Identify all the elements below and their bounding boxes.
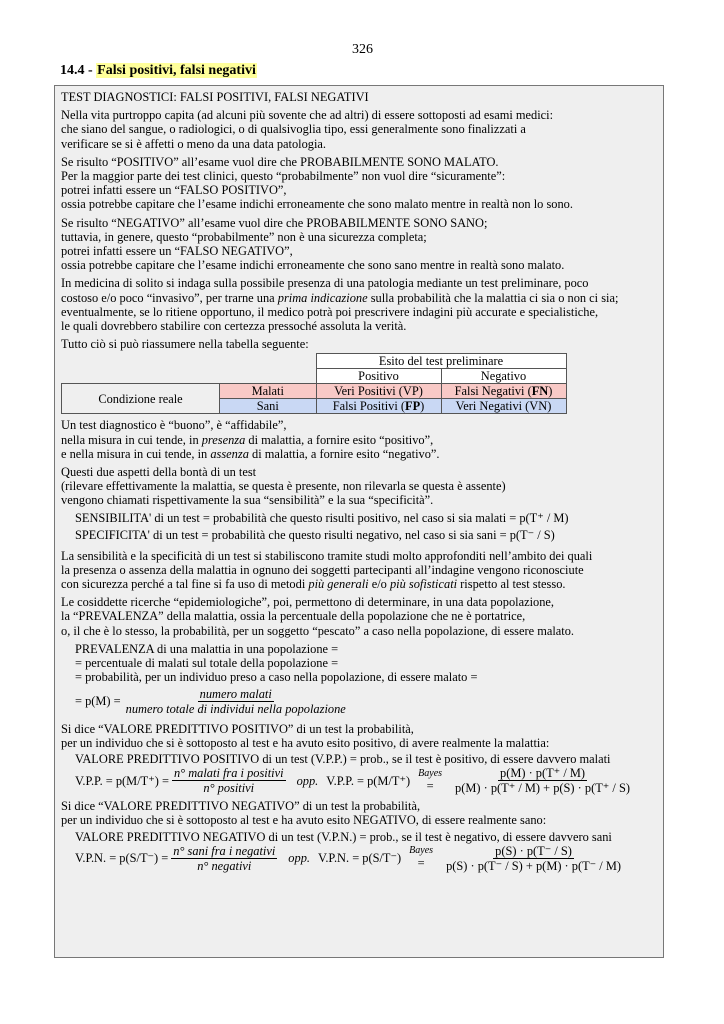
page-number: 326: [352, 42, 373, 57]
table-header-esito: Esito del test preliminare: [316, 354, 566, 369]
table-header-positivo: Positivo: [316, 369, 441, 384]
vpp-formula: V.P.P. = p(M/T⁺) = $\frac{\text{n° malati fra i positivi}}{\text{n° positivi}}$ opp. V.P.P. = p(M/T⁺) Bayes = $\frac{p(M) \cdot p(T^+ / M)}{p(M) \cdot p(T^+ / M) + p(S) \cdot p(T^+ / S)}$: [75, 766, 630, 796]
section-number: 14.4 -: [60, 63, 93, 78]
tabella-intro: Tutto ciò si può riassumere nella tabella seguente:: [61, 337, 309, 352]
content-box: [54, 85, 664, 958]
vpn-intro: Si dice “VALORE PREDITTIVO NEGATIVO” di un test la probabilità, per un individuo che si è sottoposto al test e ha avuto esito NEGATIVO, di essere realmente sano:: [61, 799, 547, 828]
table-malati: Malati: [220, 384, 317, 399]
vpp-definition: VALORE PREDITTIVO POSITIVO di un test (V.P.P.) = prob., se il test è positivo, di essere davvero malati: [75, 751, 611, 766]
table-fn: Falsi Negativi (FN): [441, 384, 566, 399]
table-vp: Veri Positivi (VP): [316, 384, 441, 399]
aspetti-paragraph: Questi due aspetti della bontà di un test (rilevare effettivamente la malattia, se questa è presente, non rilevarla se questa è assente) vengono chiamati rispettivamente la sua “sensibilità” e la sua “specificità”.: [61, 465, 506, 508]
prevalenza-fraction: $\frac{\text{numero malati}}{\text{numero totale di individui nella popolazione}}$: [125, 686, 346, 716]
section-title: [60, 63, 257, 79]
table-fp: Falsi Positivi (FP): [316, 399, 441, 414]
results-table: [61, 353, 567, 414]
prevalenza-block: PREVALENZA di una malattia in una popolazione = = percentuale di malati sul totale della popolazione = = probabilità, per un individuo preso a caso nella popolazione, di essere malato =: [75, 641, 478, 685]
vpp-bayes-fraction: $\frac{p(M) \cdot p(T^+ / M)}{p(M) \cdot p(T^+ / M) + p(S) \cdot p(T^+ / S)}$: [455, 766, 630, 796]
vpn-bayes-fraction: $\frac{p(S) \cdot p(T^- / S)}{p(S) \cdot p(T^- / S) + p(M) \cdot p(T^- / M)}$: [446, 843, 621, 873]
prevalenza-formula: = p(M) = $\frac{\text{numero malati}}{\text{numero totale di individui nella popolazione}}$: [75, 686, 346, 716]
section-heading: Falsi positivi, falsi negativi: [97, 63, 256, 78]
vpn-definition: VALORE PREDITTIVO NEGATIVO di un test (V.P.N.) = prob., se il test è negativo, di essere davvero sani: [75, 829, 612, 844]
sens-spec-formulas: [61, 510, 659, 544]
positivo-paragraph: Se risulto “POSITIVO” all’esame vuol dire che PROBABILMENTE SONO MALATO. Per la maggior parte dei test clinici, questo “probabilmente” non vuol dire “sicuramente”: potrei infatti essere un “FALSO POSITIVO”, ossia potrebbe capitare che l’esame indichi erroneamente che sono malato mentre in realtà non lo sono.: [61, 154, 573, 212]
bayes-equals: Bayes =: [418, 767, 443, 793]
table-header-negativo: Negativo: [441, 369, 566, 384]
buono-paragraph: Un test diagnostico è “buono”, è “affidabile”, nella misura in cui tende, in presenza di malattia, a fornire esito “positivo”, e nella misura in cui tende, in assenza di malattia, a fornire esito “negativo”.: [61, 418, 440, 461]
vpn-formula: V.P.N. = p(S/T⁻) = $\frac{\text{n° sani fra i negativi}}{\text{n° negativi}}$ opp. V.P.N. = p(S/T⁻) Bayes = $\frac{p(S) \cdot p(T^- / S)}{p(S) \cdot p(T^- / S) + p(M) \cdot p(T^- / M)}$: [75, 843, 621, 873]
medicina-paragraph: In medicina di solito si indaga sulla possibile presenza di una patologia mediante un test preliminare, poco costoso e/o poco “invasivo”, per trarne una prima indicazione sulla probabilità che la malattia ci sia o non ci sia; eventualmente, se lo ritiene opportuno, il medico potrà poi prescrivere indagini più accurate e specialistiche, le quali dovrebbero stabilire con certezza pressoché assoluta la verità.: [61, 276, 619, 334]
vpp-intro: Si dice “VALORE PREDITTIVO POSITIVO” di un test la probabilità, per un individuo che si è sottoposto al test e ha avuto esito positivo, di avere realmente la malattia:: [61, 721, 550, 750]
vpp-fraction: $\frac{\text{n° malati fra i positivi}}{\text{n° positivi}}$: [173, 766, 284, 796]
table-sani: Sani: [220, 399, 317, 414]
epidem-paragraph: Le cosiddette ricerche “epidemiologiche”, poi, permettono di determinare, in una data popolazione, la “PREVALENZA” della malattia, ossia la percentuale della popolazione che ne è portatrice, o, il che è lo stesso, la probabilità, per un soggetto “pescato” a caso nella popolazione, di essere malato.: [61, 595, 575, 638]
box-title: TEST DIAGNOSTICI: FALSI POSITIVI, FALSI NEGATIVI: [61, 90, 369, 104]
table-vn: Veri Negativi (VN): [441, 399, 566, 414]
sensibilita-formula: SENSIBILITA' di un test = probabilità che questo risulti positivo, nel caso si sia malati = p(T⁺ / M): [75, 510, 569, 525]
negativo-paragraph: Se risulto “NEGATIVO” all’esame vuol dire che PROBABILMENTE SONO SANO; tuttavia, in genere, questo “probabilmente” non è una sicurezza completa; potrei infatti essere un “FALSO NEGATIVO”, ossia potrebbe capitare che l’esame indichi erroneamente che sono sano mentre in realtà sono malato.: [61, 215, 565, 273]
table-condizione: Condizione reale: [62, 384, 220, 414]
specificita-formula: SPECIFICITA' di un test = probabilità che questo risulti negativo, nel caso si sia sani = p(T⁻ / S): [75, 527, 555, 542]
vpn-fraction: $\frac{\text{n° sani fra i negativi}}{\text{n° negativi}}$: [173, 843, 276, 873]
bayes-equals: Bayes =: [409, 845, 434, 871]
studi-paragraph: La sensibilità e la specificità di un test si stabiliscono tramite studi molto approfonditi nell’ambito dei quali la presenza o assenza della malattia in ognuno dei soggetti partecipanti all’indagine vengono riconosciute con sicurezza perché a tal fine si fa uso di metodi più generali e/o più sofisticati rispetto al test stesso.: [61, 548, 593, 592]
intro-paragraph: Nella vita purtroppo capita (ad alcuni più sovente che ad altri) di essere sottoposti ad esami medici: che siano del sangue, o radiologici, o di qualsivoglia tipo, essi generalmente sono finalizzati a verificare se si è affetti o meno da una data patologia.: [61, 108, 554, 151]
